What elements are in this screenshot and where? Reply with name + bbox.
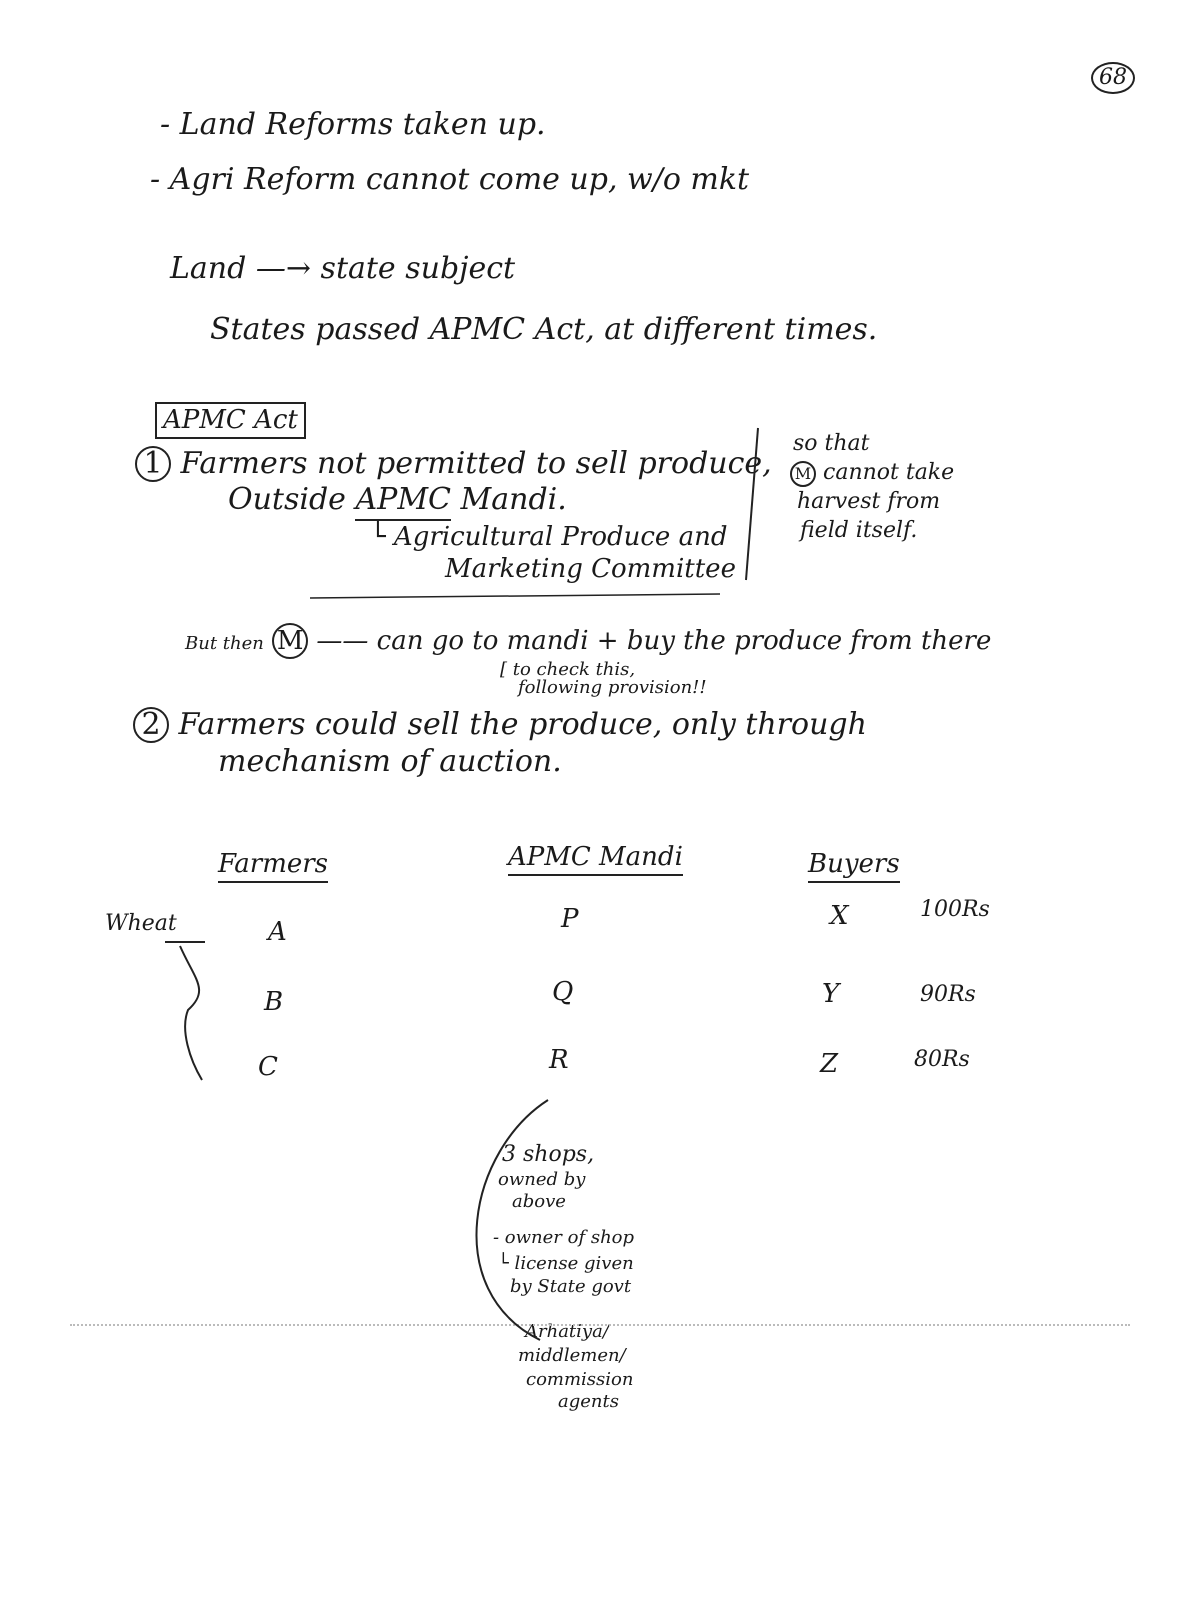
buyer-x: X xyxy=(830,901,849,931)
side-note-line-4: field itself. xyxy=(800,518,918,543)
side-note-line-2 xyxy=(790,461,954,487)
page-number: 68 xyxy=(1091,62,1135,94)
but-then-prefix: But then xyxy=(185,633,264,654)
farmer-b: B xyxy=(264,987,284,1017)
but-then-middleman-symbol: M xyxy=(272,623,308,659)
dotted-divider xyxy=(70,1324,1130,1326)
point-1-line-2 xyxy=(228,483,567,516)
shops-note-line-5: └ license given xyxy=(498,1253,634,1274)
wheat-bracket xyxy=(165,942,205,1080)
mandi-q: Q xyxy=(552,977,574,1007)
point-1-outside: Outside xyxy=(228,482,346,517)
wheat-label: Wheat xyxy=(105,911,177,936)
col-header-apmc-mandi: APMC Mandi xyxy=(508,843,683,876)
side-note-middleman-symbol: M xyxy=(790,461,816,487)
side-note-line-1: so that xyxy=(793,431,870,456)
apmc-expansion-line-1: └ Agricultural Produce and xyxy=(370,522,728,552)
side-note-line-3: harvest from xyxy=(797,489,941,514)
note-land-reforms: - Land Reforms taken up. xyxy=(160,107,546,142)
col-header-farmers: Farmers xyxy=(218,850,328,883)
shops-note-line-1: 3 shops, xyxy=(502,1142,595,1167)
price-y: 90Rs xyxy=(920,982,976,1007)
point-1-line-1: Farmers not permitted to sell produce, xyxy=(180,446,772,481)
check-this-line-2: following provision!! xyxy=(518,677,707,698)
point-1-apmc-term: APMC xyxy=(355,482,451,521)
shops-note-line-6: by State govt xyxy=(510,1276,632,1297)
apmc-expansion-line-2: Marketing Committee xyxy=(445,554,736,584)
point-2-line-2: mechanism of auction. xyxy=(218,744,562,779)
shops-note-line-10: agents xyxy=(558,1391,619,1412)
buyer-y: Y xyxy=(822,979,840,1009)
mandi-r: R xyxy=(549,1045,569,1075)
check-this-line-1: [ to check this, xyxy=(500,659,636,680)
shops-note-line-8: middlemen/ xyxy=(518,1345,626,1366)
col-header-buyers: Buyers xyxy=(808,850,900,883)
mandi-p: P xyxy=(561,904,579,934)
apmc-act-heading: APMC Act xyxy=(155,402,306,439)
note-land-state-subject: Land —→ state subject xyxy=(170,251,516,286)
side-note-cannot-take: cannot take xyxy=(823,460,955,485)
price-x: 100Rs xyxy=(920,897,990,922)
shops-note-arc xyxy=(477,1100,548,1340)
point-1-mandi: Mandi. xyxy=(460,482,567,517)
but-then-line xyxy=(185,623,991,659)
expansion-underline xyxy=(310,594,720,598)
point-1-number: 1 xyxy=(135,446,171,482)
note-agri-reform: - Agri Reform cannot come up, w/o mkt xyxy=(150,162,750,197)
farmer-c: C xyxy=(258,1052,278,1082)
shops-note-line-7: Arhatiya/ xyxy=(525,1321,609,1342)
farmer-a: A xyxy=(268,917,287,947)
point-2-line-1: Farmers could sell the produce, only through xyxy=(178,707,867,742)
shops-note-line-3: above xyxy=(512,1191,566,1212)
shops-note-line-4: - owner of shop xyxy=(493,1227,635,1248)
price-z: 80Rs xyxy=(914,1047,970,1072)
point-2-number: 2 xyxy=(133,707,169,743)
apmc-point-2 xyxy=(133,707,867,743)
shops-note-line-9: commission xyxy=(526,1369,634,1390)
apmc-point-1 xyxy=(135,446,772,482)
shops-note-line-2: owned by xyxy=(498,1169,586,1190)
but-then-text: —— can go to mandi + buy the produce from there xyxy=(316,626,992,656)
note-states-passed-apmc: States passed APMC Act, at different times. xyxy=(210,312,878,347)
buyer-z: Z xyxy=(820,1049,839,1079)
